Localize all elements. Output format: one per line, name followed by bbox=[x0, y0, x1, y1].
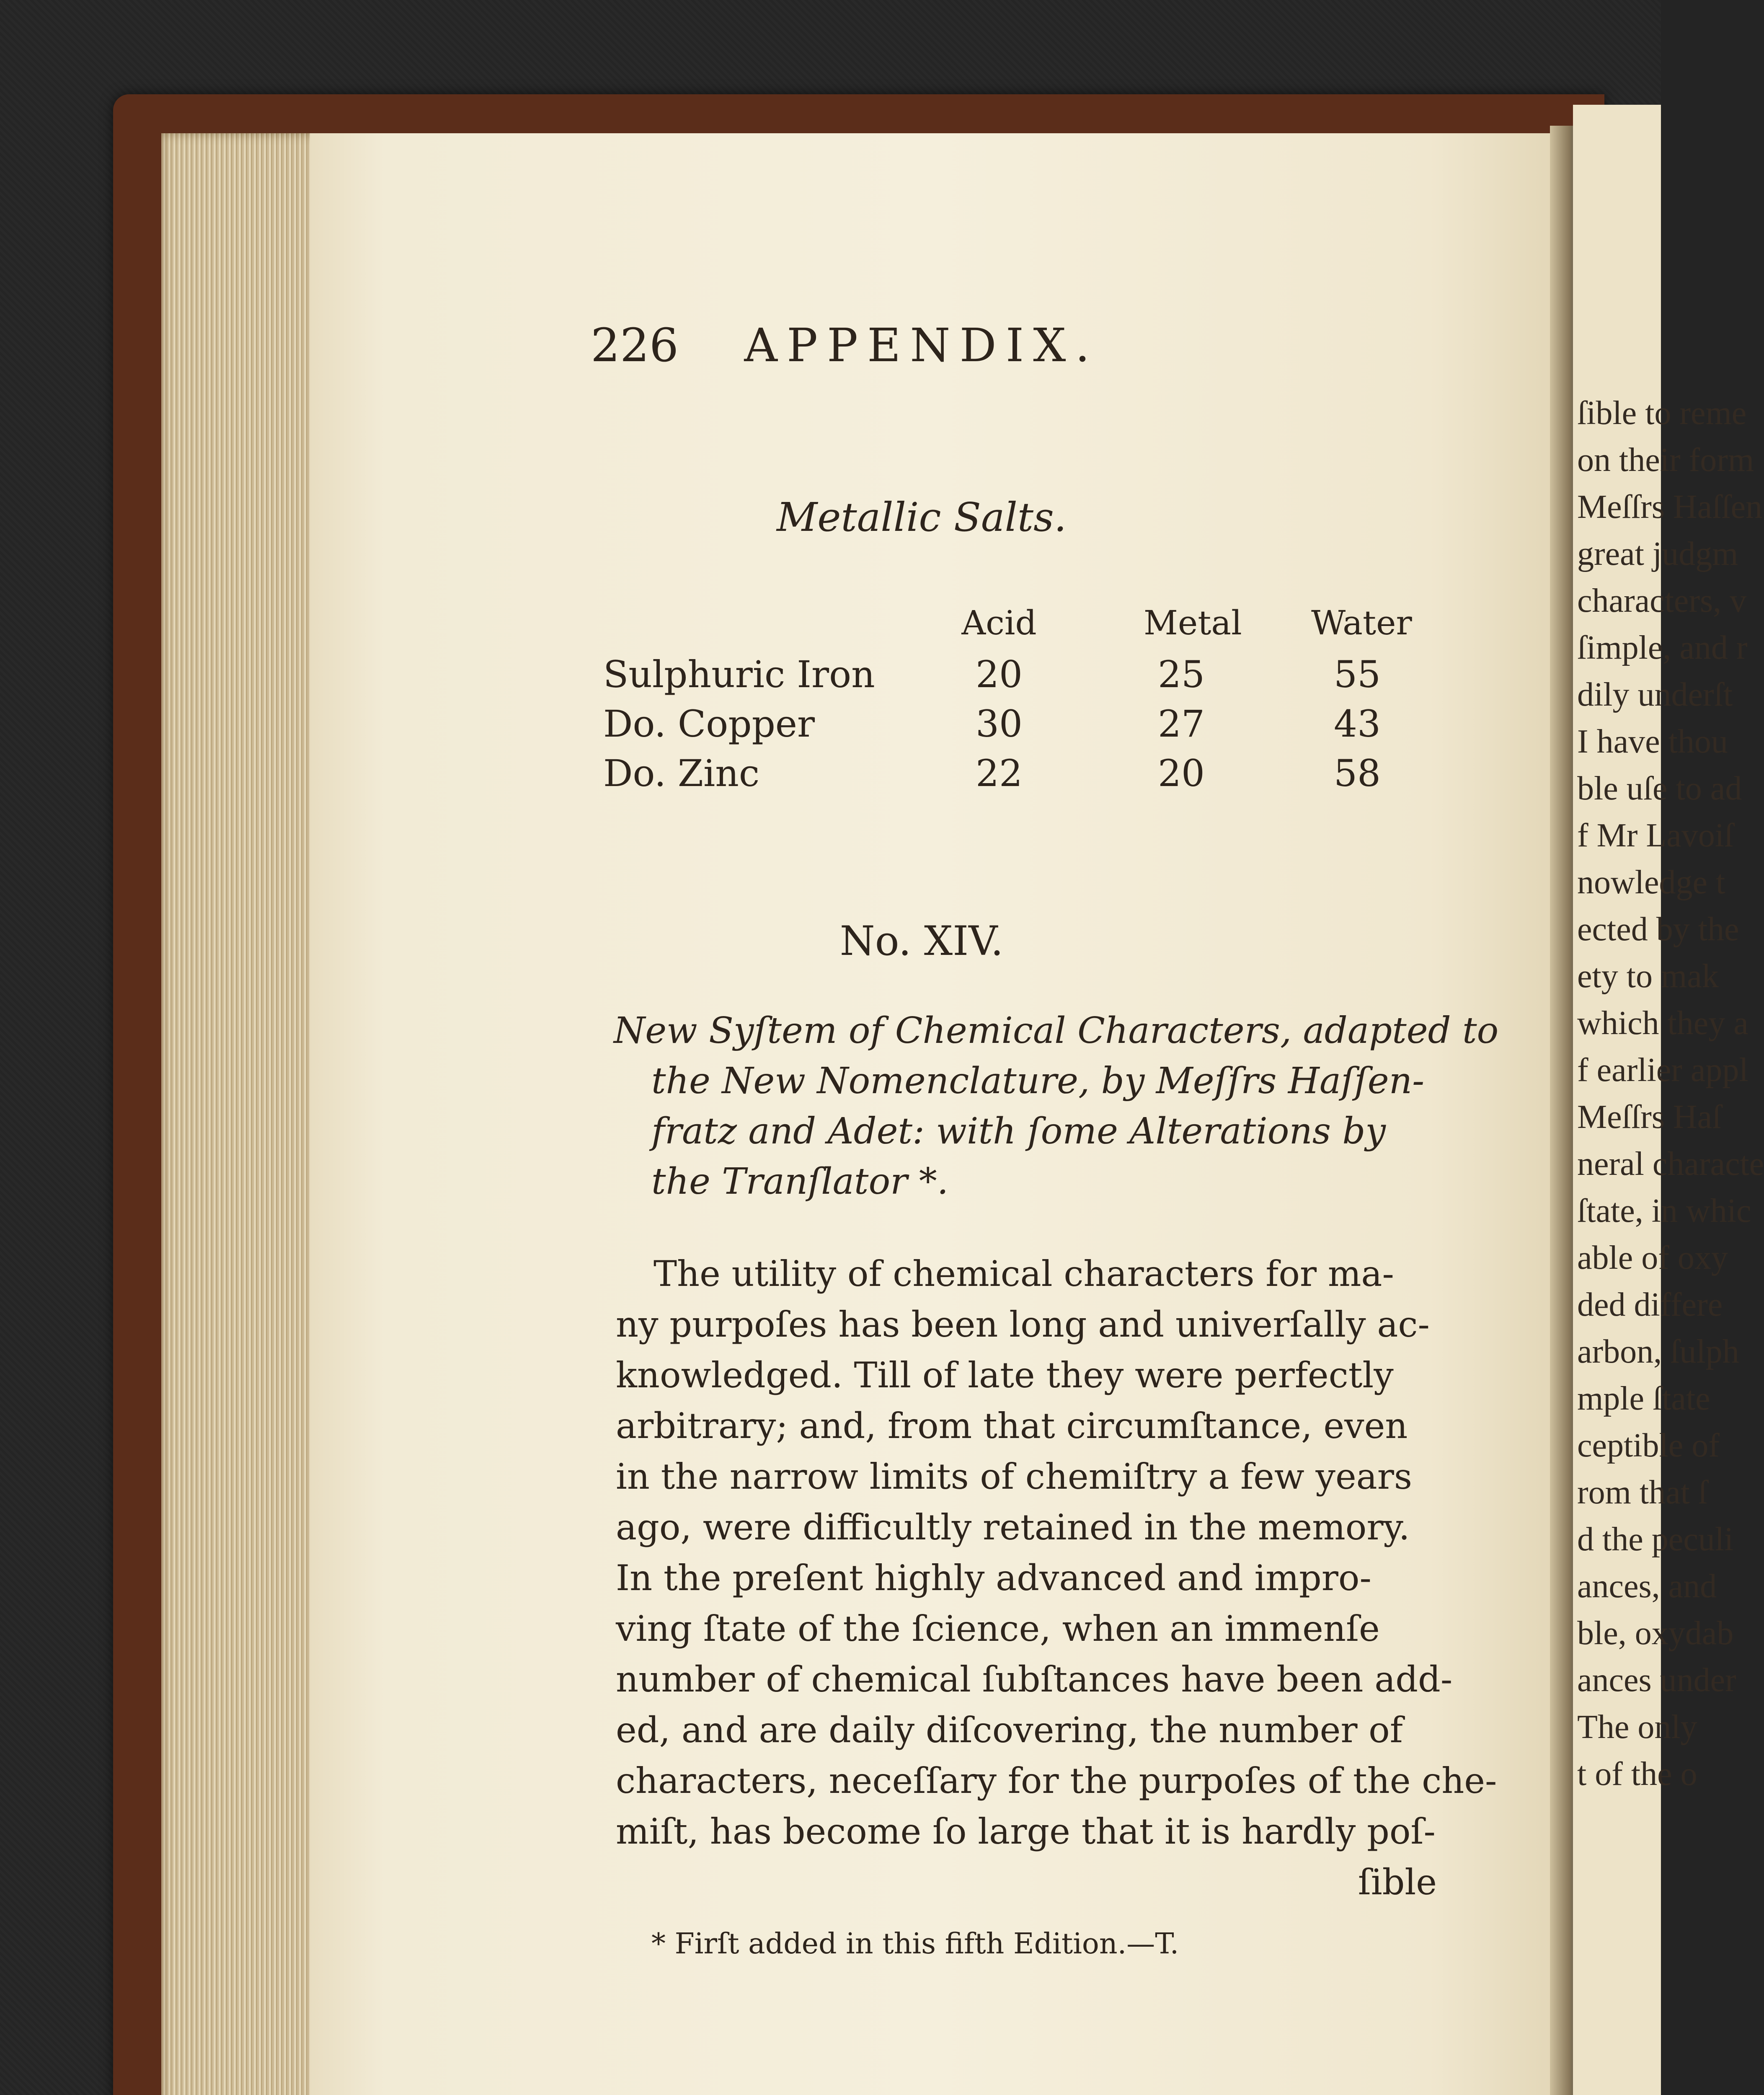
water-value: 58 bbox=[1334, 752, 1381, 795]
facing-page-line: on their form bbox=[1577, 442, 1754, 478]
facing-page-line: characters, v bbox=[1577, 582, 1747, 619]
metallic-salts-table bbox=[603, 603, 1441, 801]
facing-page-line: ſtate, in whic bbox=[1577, 1192, 1751, 1229]
column-header-water: Water bbox=[1311, 603, 1412, 642]
text-line: in the narrow limits of chemiſtry a few years bbox=[616, 1456, 1412, 1497]
text-line: characters, neceſſary for the purpoſes of the che- bbox=[616, 1760, 1497, 1801]
facing-page-line: f Mr Lavoiſ bbox=[1577, 817, 1734, 854]
section-number: No. XIV. bbox=[839, 918, 1004, 965]
facing-page-line: dily underſt bbox=[1577, 676, 1733, 713]
text-line: miſt, has become ſo large that it is hardly poſ- bbox=[616, 1811, 1436, 1852]
title-line: the Tranſlator *. bbox=[651, 1161, 949, 1203]
facing-page-line: ances, and bbox=[1577, 1568, 1717, 1605]
facing-page-line: ceptible of bbox=[1577, 1427, 1720, 1464]
facing-page-line: nowledge t bbox=[1577, 864, 1725, 901]
text-line: number of chemical ſubſtances have been add- bbox=[616, 1659, 1453, 1700]
table-row bbox=[603, 653, 1441, 702]
metal-value: 20 bbox=[1158, 752, 1205, 795]
facing-page-line: ected by the bbox=[1577, 911, 1739, 948]
body-paragraph bbox=[616, 1249, 1497, 1908]
text-line: ny purpoſes has been long and univerſally ac- bbox=[616, 1304, 1430, 1345]
facing-page-line: I have thou bbox=[1577, 723, 1728, 760]
footnote: * Firſt added in this fifth Edition.—T. bbox=[651, 1927, 1179, 1961]
facing-page-line: The only bbox=[1577, 1709, 1697, 1746]
salt-name: Do. Copper bbox=[603, 702, 815, 745]
facing-page-line: ble uſe to ad bbox=[1577, 770, 1742, 807]
facing-page-text bbox=[1573, 105, 1764, 1798]
table-row bbox=[603, 752, 1441, 801]
water-value: 55 bbox=[1334, 653, 1381, 696]
table-subtitle: Metallic Salts. bbox=[776, 494, 1067, 541]
facing-page-line: t of the o bbox=[1577, 1756, 1697, 1792]
running-head: APPENDIX. bbox=[744, 318, 1099, 372]
facing-page-line: mple ſtate bbox=[1577, 1380, 1710, 1417]
column-header-metal: Metal bbox=[1144, 603, 1242, 642]
title-line: fratz and Adet: with ſome Alterations by bbox=[651, 1110, 1386, 1152]
facing-page-line: ances under bbox=[1577, 1662, 1736, 1699]
facing-page-line: great judgm bbox=[1577, 535, 1738, 572]
facing-page-line: ety to mak bbox=[1577, 958, 1719, 995]
facing-page-line: ded differe bbox=[1577, 1286, 1723, 1323]
title-line: the New Nomenclature, by Meſſrs Haſſen- bbox=[651, 1060, 1425, 1102]
acid-value: 20 bbox=[976, 653, 1023, 696]
column-header-acid: Acid bbox=[961, 603, 1037, 642]
text-line: ving ſtate of the ſcience, when an immenſe bbox=[616, 1608, 1380, 1649]
text-line: ed, and are daily diſcovering, the number of bbox=[616, 1710, 1403, 1751]
section-title bbox=[614, 1006, 1499, 1207]
page-edges bbox=[161, 133, 325, 2095]
table-row bbox=[603, 702, 1441, 752]
facing-page-line: ble, oxydab bbox=[1577, 1615, 1734, 1652]
title-line: New Syſtem of Chemical Characters, adapted to bbox=[614, 1010, 1499, 1052]
text-line: In the preſent highly advanced and impro- bbox=[616, 1557, 1371, 1598]
text-line: arbitrary; and, from that circumſtance, even bbox=[616, 1405, 1408, 1446]
text-line: knowledged. Till of late they were perfectly bbox=[616, 1355, 1394, 1396]
page-number: 226 bbox=[591, 318, 679, 372]
text-line: ago, were difficultly retained in the memory. bbox=[616, 1507, 1410, 1548]
salt-name: Sulphuric Iron bbox=[603, 653, 875, 696]
facing-page-line: arbon, ſulph bbox=[1577, 1333, 1739, 1370]
facing-page-line: Meſſrs Haſ bbox=[1577, 1099, 1722, 1135]
facing-page-line: f earlier appl bbox=[1577, 1052, 1749, 1089]
table-header-row bbox=[603, 603, 1441, 653]
facing-page-line: d the peculi bbox=[1577, 1521, 1734, 1558]
facing-page-line: which they a bbox=[1577, 1005, 1749, 1042]
facing-page-line: Meſſrs Haſſen bbox=[1577, 489, 1763, 525]
metal-value: 25 bbox=[1158, 653, 1205, 696]
acid-value: 22 bbox=[976, 752, 1023, 795]
facing-page bbox=[1573, 105, 1764, 2095]
metal-value: 27 bbox=[1158, 702, 1205, 745]
facing-page-line: ſible to reme bbox=[1577, 395, 1747, 432]
acid-value: 30 bbox=[976, 702, 1023, 745]
salt-name: Do. Zinc bbox=[603, 752, 760, 795]
catchword: ſible bbox=[1358, 1862, 1437, 1903]
facing-page-line: able of oxy bbox=[1577, 1239, 1728, 1276]
facing-page-line: rom that ſ bbox=[1577, 1474, 1708, 1511]
facing-page-line: neral characte bbox=[1577, 1146, 1764, 1182]
water-value: 43 bbox=[1334, 702, 1381, 745]
facing-page-line: ſimple, and r bbox=[1577, 629, 1748, 666]
text-line: The utility of chemical characters for ma- bbox=[653, 1253, 1394, 1294]
